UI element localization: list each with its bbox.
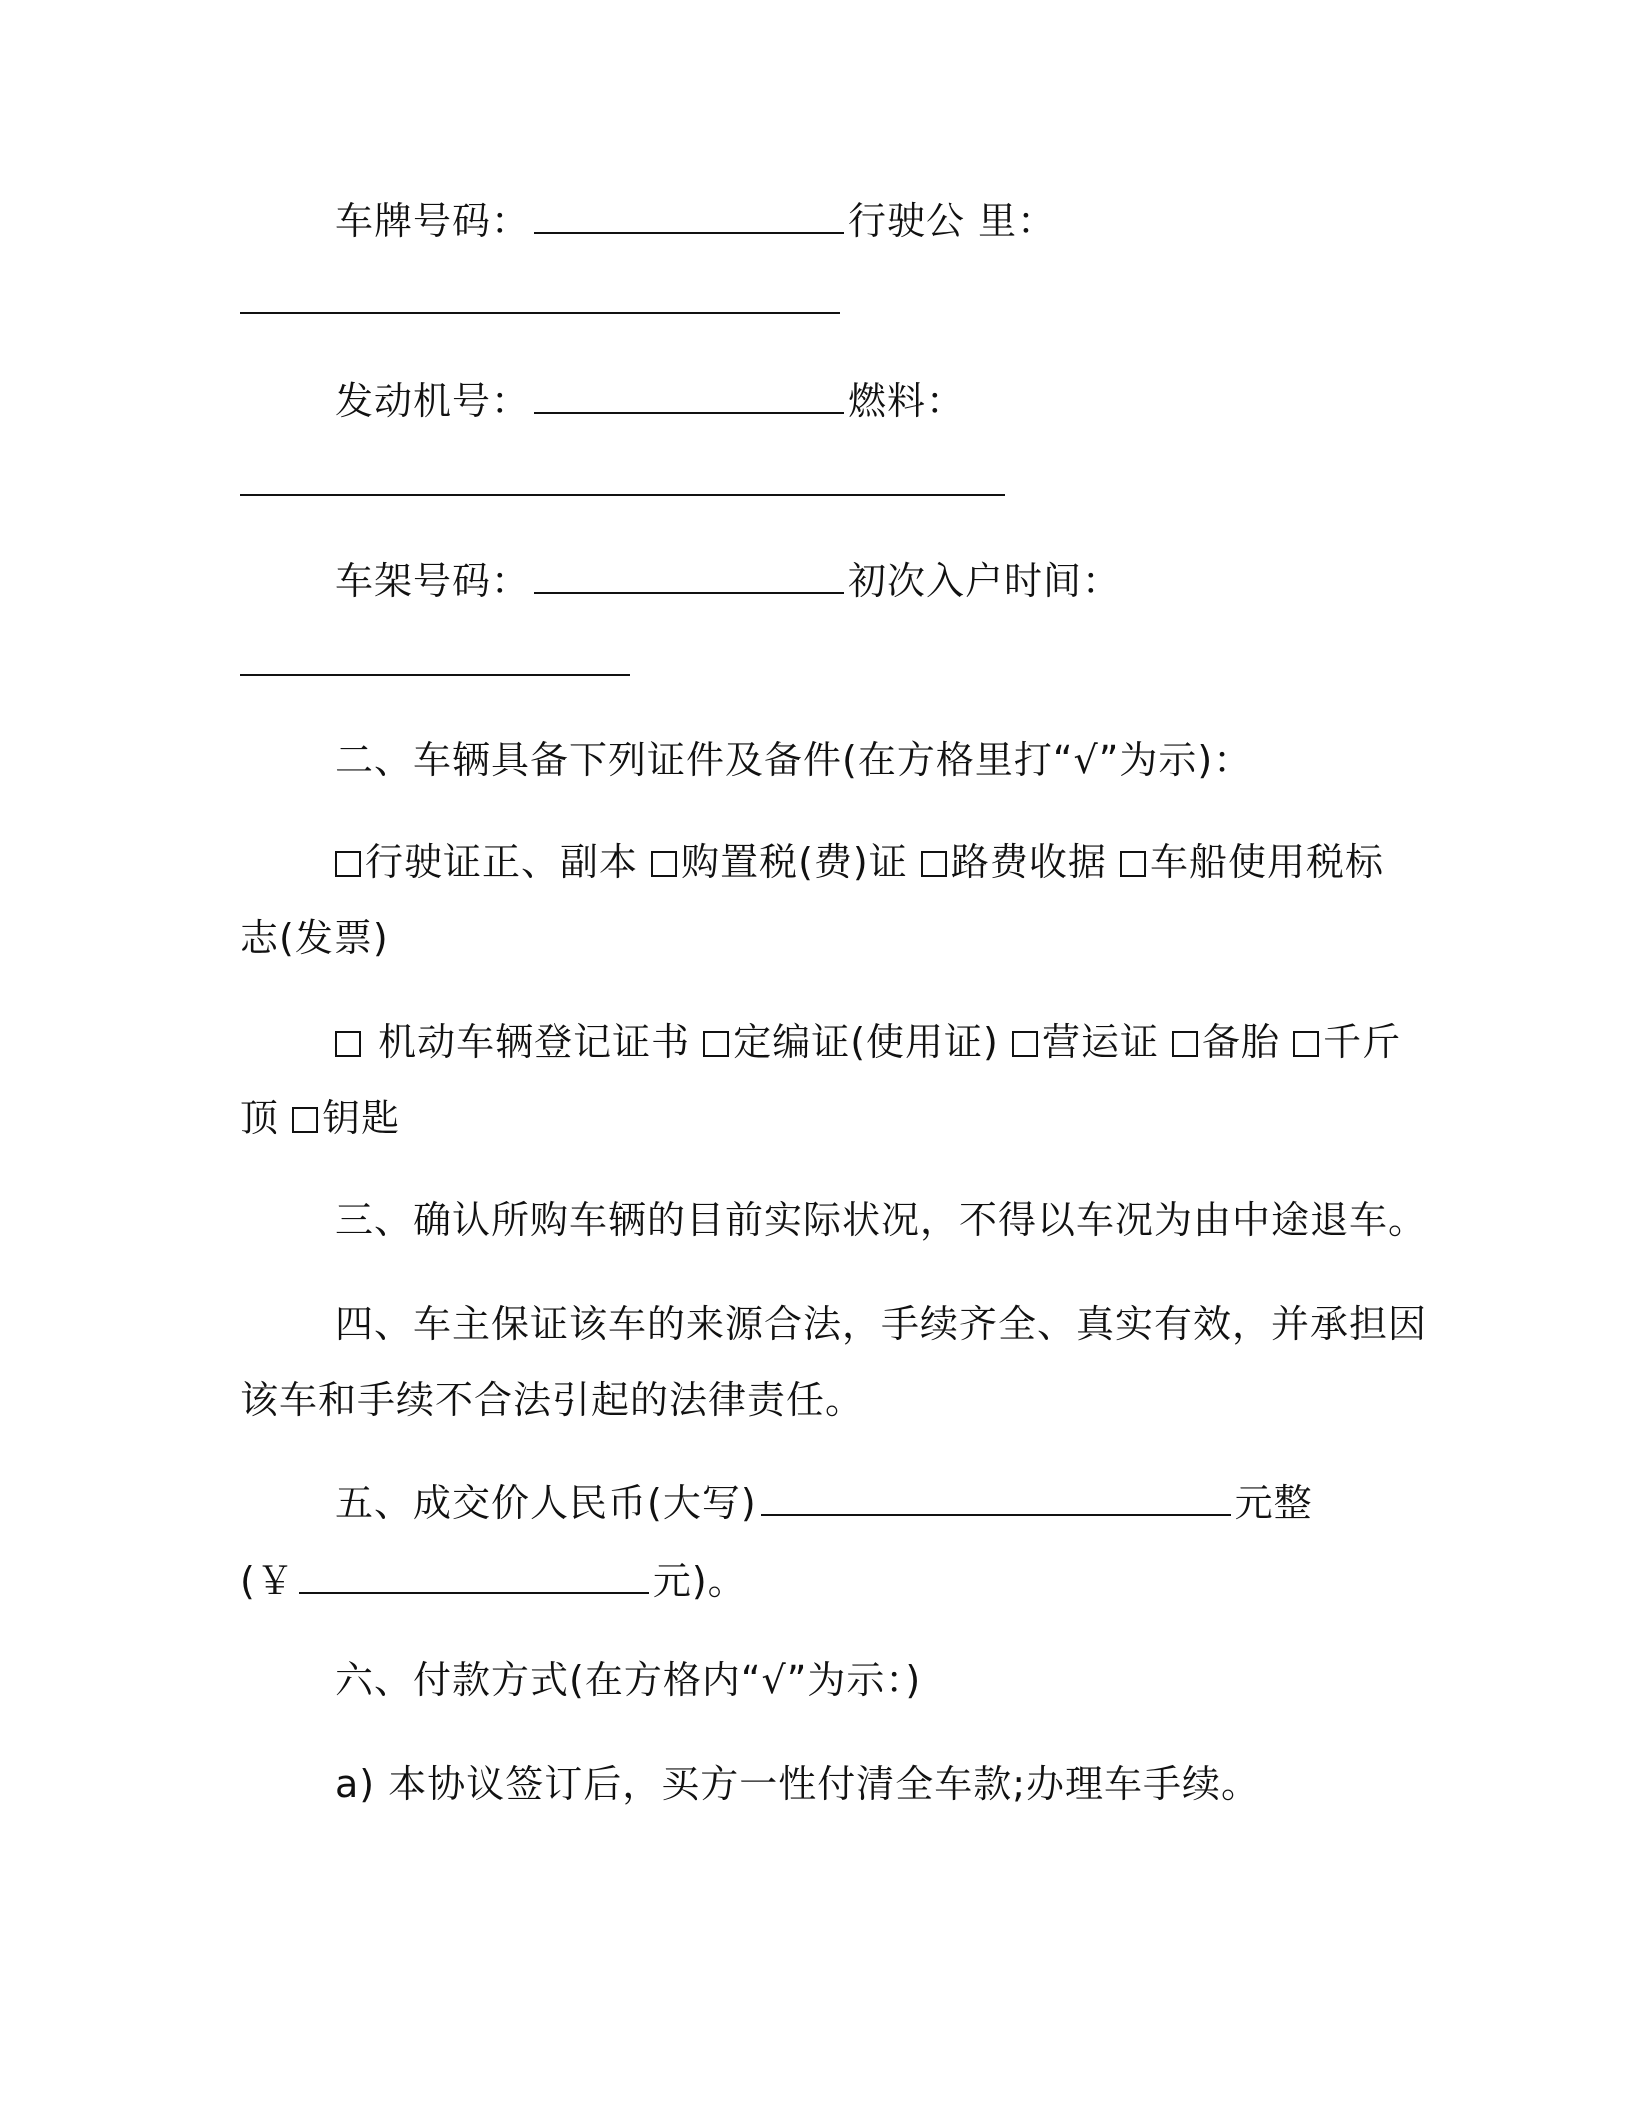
checkbox-item[interactable]: 钥匙 [292, 1096, 400, 1140]
checkbox-icon[interactable] [703, 1031, 729, 1057]
checkbox-icon[interactable] [1120, 851, 1146, 877]
documents-row1 [335, 838, 1384, 886]
plate-label: 车牌号码： [335, 199, 531, 243]
price-number-blank[interactable] [299, 1556, 649, 1594]
first-reg-label: 初次入户时间： [848, 559, 1122, 603]
checkbox-item[interactable]: 定编证(使用证) [703, 1020, 999, 1064]
engine-fuel-line [335, 376, 965, 425]
mileage-label: 行驶公 里： [848, 199, 1057, 243]
fuel-blank[interactable] [240, 494, 1005, 496]
price-label: 五、成交价人民币(大写) [335, 1481, 757, 1525]
documents-row1-tail: 志(发票) [240, 916, 389, 960]
checkbox-icon[interactable] [335, 851, 361, 877]
checkbox-item[interactable]: 千斤 [1293, 1020, 1401, 1064]
section4-line2: 该车和手续不合法引起的法律责任。 [240, 1378, 865, 1422]
checkbox-item[interactable]: 营运证 [1012, 1020, 1159, 1064]
frame-label: 车架号码： [335, 559, 531, 603]
plate-mileage-line [335, 196, 1056, 245]
engine-label: 发动机号： [335, 379, 531, 423]
section6-heading: 六、付款方式(在方格内“√”为示：) [335, 1658, 922, 1702]
payment-option-a: a) 本协议签订后，买方一性付清全车款;办理车手续。 [335, 1762, 1260, 1806]
checkbox-icon[interactable] [921, 851, 947, 877]
documents-row2 [335, 1018, 1401, 1066]
frame-blank[interactable] [534, 556, 844, 594]
fuel-label: 燃料： [848, 379, 966, 423]
checkbox-item[interactable]: 行驶证正、副本 [335, 840, 638, 884]
checkbox-item[interactable]: 机动车辆登记证书 [335, 1020, 690, 1064]
documents-row2-tail: 顶 钥匙 [240, 1096, 401, 1140]
checkbox-item[interactable]: 备胎 [1172, 1020, 1280, 1064]
plate-blank[interactable] [534, 196, 844, 234]
checkbox-icon[interactable] [651, 851, 677, 877]
section4-line1: 四、车主保证该车的来源合法，手续齐全、真实有效，并承担因 [335, 1302, 1428, 1346]
section5-line2: (￥ 元)。 [240, 1556, 747, 1605]
checkbox-item[interactable]: 路费收据 [921, 840, 1107, 884]
checkbox-icon[interactable] [335, 1031, 361, 1057]
section2-heading: 二、车辆具备下列证件及备件(在方格里打“√”为示)： [335, 738, 1253, 782]
checkbox-item[interactable]: 购置税(费)证 [651, 840, 908, 884]
first-reg-blank[interactable] [240, 674, 630, 676]
price-suffix: 元整 [1234, 1481, 1313, 1525]
section5-line1 [335, 1478, 1313, 1527]
engine-blank[interactable] [534, 376, 844, 414]
checkbox-icon[interactable] [1293, 1031, 1319, 1057]
frame-firstreg-line [335, 556, 1121, 605]
checkbox-item[interactable]: 车船使用税标 [1120, 840, 1384, 884]
section3-text: 三、确认所购车辆的目前实际状况，不得以车况为由中途退车。 [335, 1198, 1428, 1242]
price-uppercase-blank[interactable] [761, 1478, 1231, 1516]
checkbox-icon[interactable] [1172, 1031, 1198, 1057]
checkbox-icon[interactable] [292, 1107, 318, 1133]
checkbox-icon[interactable] [1012, 1031, 1038, 1057]
mileage-blank[interactable] [240, 312, 840, 314]
